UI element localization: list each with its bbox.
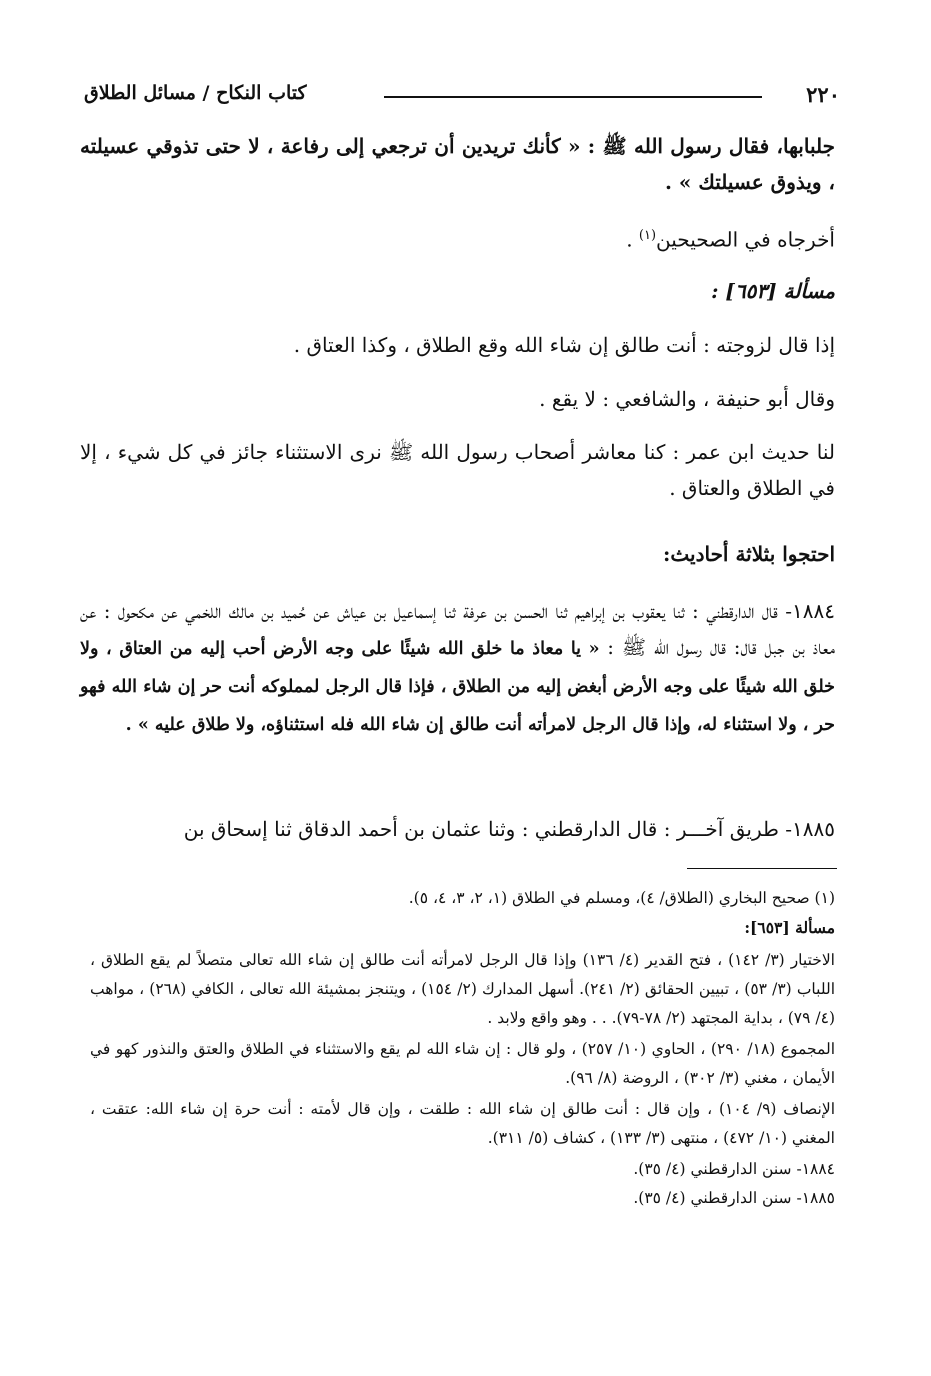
hadith-1884-text bbox=[80, 593, 835, 743]
paragraph-takhrij bbox=[80, 218, 835, 258]
takhrij-text: أخرجاه في الصحيحين bbox=[656, 227, 835, 252]
three-hadiths-heading-block bbox=[80, 536, 835, 572]
paragraph-opposing-view bbox=[80, 381, 835, 417]
footnote-1: (١) صحيح البخاري (الطلاق/ ٤)، ومسلم في الطلاق (١، ٢، ٣، ٤، ٥). bbox=[408, 889, 835, 907]
opposing-view-text: وقال أبو حنيفة ، والشافعي : لا يقع . bbox=[539, 387, 835, 411]
masala-heading: مسألة [٦٥٣] : bbox=[711, 279, 835, 303]
three-hadiths-heading: احتجوا بثلاثة أحاديث: bbox=[662, 542, 835, 566]
footnote-hanbali: الإنصاف (٩/ ١٠٤) ، وإن قال : أنت طالق إن شاء الله : طلقت ، وإن قال لأمته : أنت حرة إن شاء الله: عتقت ، المغني (١٠/ ٤٧٢) ، منتهى (٣/ ١٣٣) ، كشاف (٥/ ٣١١). bbox=[90, 1100, 836, 1147]
page-header bbox=[84, 82, 840, 112]
hadith-1884 bbox=[80, 593, 835, 743]
footnote-ref: (١) bbox=[638, 228, 657, 243]
hadith-1885 bbox=[80, 811, 835, 847]
page-number: ٢٢٠ bbox=[806, 82, 840, 107]
hadith-1884-quote: « يا معاذ ما خلق الله شيئًا على وجه الأرض أحب إليه من العتاق ، ولا خلق الله شيئًا على وجه الأرض أبغض إليه من الطلاق ، فإذا قال الرجل لمملوكه أنت حر إن شاء الله فهو حر ، ولا استثناء له، وإذا قال الرجل لامرأته أنت طالق إن شاء الله فله استثناؤه، ولا طلاق عليه » . bbox=[80, 639, 835, 735]
running-title: كتاب النكاح / مسائل الطلاق bbox=[84, 82, 307, 104]
hadith-1884-isnad: ١٨٨٤- قال الدارقطني : ثنا يعقوب بن إبراهيم ثنا الحسن بن عرفة ثنا إسماعيل بن عياش عن حُميد بن مالك اللخمي عن مكحول : عن معاذ بن جبل قال: قال رسول الله ﷺ : bbox=[80, 599, 835, 659]
paragraph-hadith-end bbox=[80, 128, 835, 200]
footnote-masala-label: مسألة [٦٥٣]: bbox=[744, 918, 835, 937]
footnotes bbox=[90, 884, 835, 1213]
header-rule bbox=[384, 96, 762, 98]
takhrij-line bbox=[80, 218, 835, 258]
hadith-1885-text: ١٨٨٥- طريق آخـــر : قال الدارقطني : وثنا عثمان بن أحمد الدقاق ثنا إسحاق بن bbox=[183, 817, 835, 841]
paragraph-text: جلبابها، فقال رسول الله ﷺ : « كأنك تريدين أن ترجعي إلى رفاعة ، لا حتى تذوقي عسيلته ، ويذوق عسيلتك » . bbox=[80, 134, 835, 194]
paragraph-evidence bbox=[80, 434, 835, 506]
footnote-hanafi-maliki: الاختيار (٣/ ١٤٢) ، فتح القدير (٤/ ١٣٦) وإذا قال الرجل لامرأته أنت طالق إن شاء الله تعالى متصلاً لم يقع الطلاق ، اللباب (٣/ ٥٣) ، تبيين الحقائق (٢/ ٢٤١). أسهل المدارك (٢/ ١٥٤) ، ويتنجز بمشيئة الله تعالى ، الكافي (٢٦٨) ، مواهب (٤/ ٧٩) ، بداية المجتهد (٢/ ٧٨-٧٩). . . وهو واقع ولابد . bbox=[90, 951, 835, 1027]
masala-heading-block bbox=[80, 273, 835, 309]
footnote-separator bbox=[687, 868, 837, 869]
footnote-1885: ١٨٨٥- سنن الدارقطني (٤/ ٣٥). bbox=[633, 1189, 835, 1207]
footnote-shafii: المجموع (١٨/ ٢٩٠) ، الحاوي (١٠/ ٢٥٧) ، ولو قال : إن شاء الله لم يقع والاستثناء في الطلاق والعتق والنذور كهو في الأيمان ، مغني (٣/ ٣٠٢) ، الروضة (٨/ ٩٦). bbox=[90, 1040, 836, 1087]
ruling-text: إذا قال لزوجته : أنت طالق إن شاء الله وقع الطلاق ، وكذا العتاق . bbox=[293, 333, 835, 357]
evidence-text: لنا حديث ابن عمر : كنا معاشر أصحاب رسول الله ﷺ نرى الاستثناء جائز في كل شيء ، إلا في الطلاق والعتاق . bbox=[80, 440, 835, 500]
footnote-1884: ١٨٨٤- سنن الدارقطني (٤/ ٣٥). bbox=[633, 1160, 835, 1178]
paragraph-ruling bbox=[80, 327, 835, 363]
takhrij-end: . bbox=[626, 227, 639, 252]
